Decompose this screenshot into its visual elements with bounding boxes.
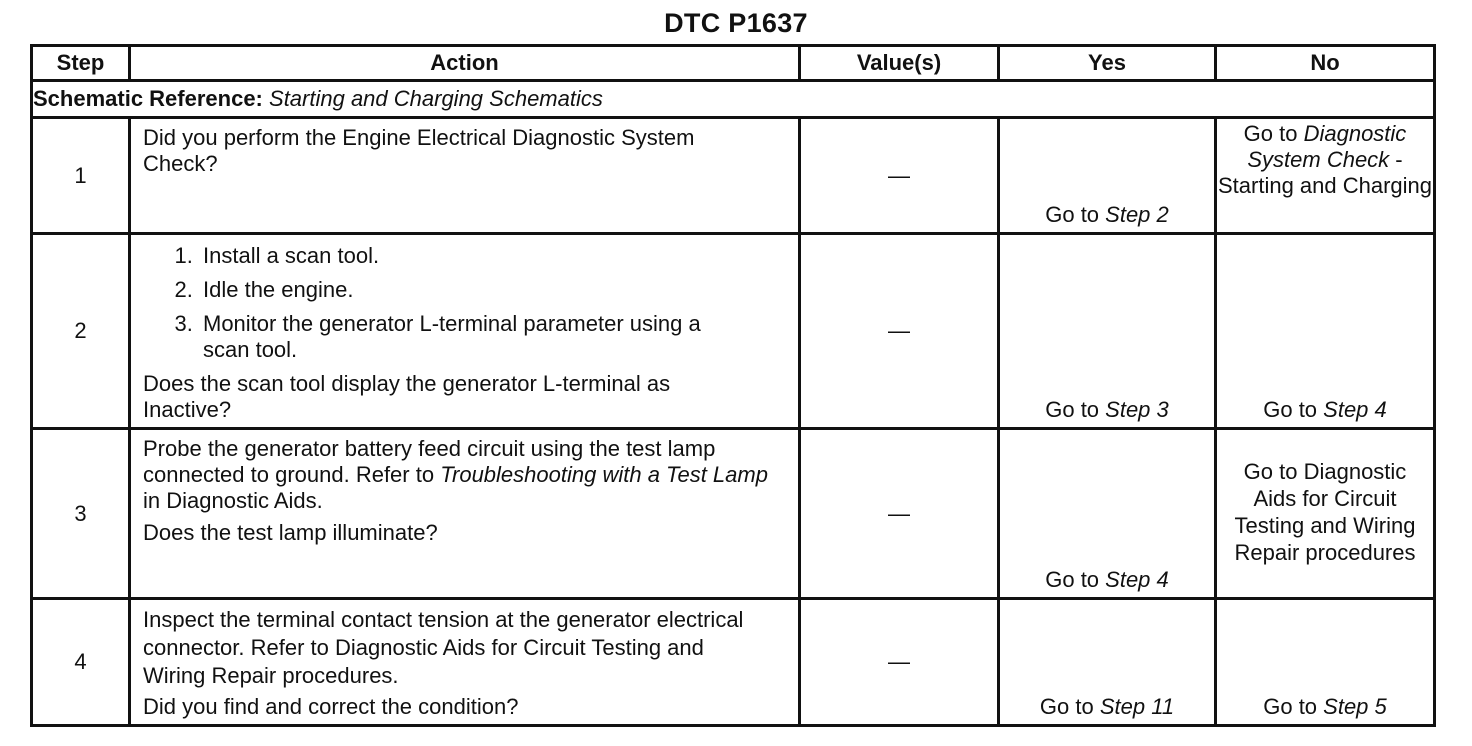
table-row xyxy=(32,599,1435,726)
no-cell xyxy=(1216,599,1435,726)
yes-step-link[interactable]: Step 2 xyxy=(1105,202,1169,227)
action-text xyxy=(130,429,800,599)
yes-cell xyxy=(999,599,1216,726)
value-dash: — xyxy=(800,234,999,429)
yes-step-link[interactable]: Step 4 xyxy=(1105,567,1169,592)
action-question: Did you find and correct the condition? xyxy=(143,694,519,719)
no-prefix: Go to xyxy=(1263,397,1324,422)
value-dash: — xyxy=(800,118,999,234)
no-step-link[interactable]: Step 5 xyxy=(1323,694,1387,719)
no-cell xyxy=(1216,429,1435,599)
header-values: Value(s) xyxy=(800,46,999,81)
troubleshooting-link[interactable]: Troubleshooting with a Test Lamp xyxy=(440,462,768,487)
no-cell xyxy=(1216,118,1435,234)
step-number: 3 xyxy=(32,429,130,599)
yes-prefix: Go to xyxy=(1045,567,1106,592)
header-row xyxy=(32,46,1435,81)
yes-cell xyxy=(999,429,1216,599)
no-prefix: Go to xyxy=(1263,694,1324,719)
list-item: 3. Monitor the generator L-terminal parameter using a scan tool. xyxy=(199,311,743,363)
no-step-link[interactable]: Step 4 xyxy=(1323,397,1387,422)
action-instruction: Inspect the terminal contact tension at the generator electrical connector. Refer to Diagnostic Aids for Circuit Testing and Wiring Repair procedures. xyxy=(143,607,744,688)
action-text xyxy=(130,118,800,234)
action-question: Does the test lamp illuminate? xyxy=(143,520,438,545)
table-row xyxy=(32,118,1435,234)
action-pre: Probe the generator battery feed circuit using the test lamp connected to ground. Refer to xyxy=(143,436,716,487)
header-no: No xyxy=(1216,46,1435,81)
yes-step-link[interactable]: Step 3 xyxy=(1105,397,1169,422)
no-text: Go to Diagnostic Aids for Circuit Testing and Wiring Repair procedures xyxy=(1234,458,1416,565)
table-row xyxy=(32,234,1435,429)
yes-prefix: Go to xyxy=(1045,397,1106,422)
list-item: 1. Install a scan tool. xyxy=(199,243,788,269)
action-question: Did you perform the Engine Electrical Diagnostic System Check? xyxy=(143,125,695,176)
yes-step-link[interactable]: Step 11 xyxy=(1099,694,1175,719)
header-yes: Yes xyxy=(999,46,1216,81)
action-text xyxy=(130,599,800,726)
action-post: in Diagnostic Aids. xyxy=(143,488,323,513)
schematic-reference-row xyxy=(32,81,1435,118)
schematic-reference-label: Schematic Reference: xyxy=(33,86,263,111)
schematic-reference xyxy=(32,81,1435,118)
yes-prefix: Go to xyxy=(1045,202,1106,227)
step-number: 1 xyxy=(32,118,130,234)
no-suffix: - Starting and Charging xyxy=(1217,147,1433,198)
page-title: DTC P1637 xyxy=(664,8,808,38)
yes-cell xyxy=(999,234,1216,429)
header-step: Step xyxy=(32,46,130,81)
schematic-reference-link[interactable]: Starting and Charging Schematics xyxy=(269,86,603,111)
no-cell xyxy=(1216,234,1435,429)
action-text xyxy=(130,234,800,429)
diagnostic-table xyxy=(30,44,1436,727)
action-question: Does the scan tool display the generator L-terminal as Inactive? xyxy=(143,371,671,422)
no-diagnostic-link[interactable]: Diagnostic System Check xyxy=(1247,121,1407,172)
value-dash: — xyxy=(800,599,999,726)
action-steps-list xyxy=(143,243,788,363)
step-number: 2 xyxy=(32,234,130,429)
value-dash: — xyxy=(800,429,999,599)
header-action: Action xyxy=(130,46,800,81)
action-instruction xyxy=(143,436,783,514)
table-row xyxy=(32,429,1435,599)
step-number: 4 xyxy=(32,599,130,726)
list-item: 2. Idle the engine. xyxy=(199,277,788,303)
no-prefix: Go to xyxy=(1243,121,1304,146)
yes-prefix: Go to xyxy=(1039,694,1100,719)
yes-cell xyxy=(999,118,1216,234)
